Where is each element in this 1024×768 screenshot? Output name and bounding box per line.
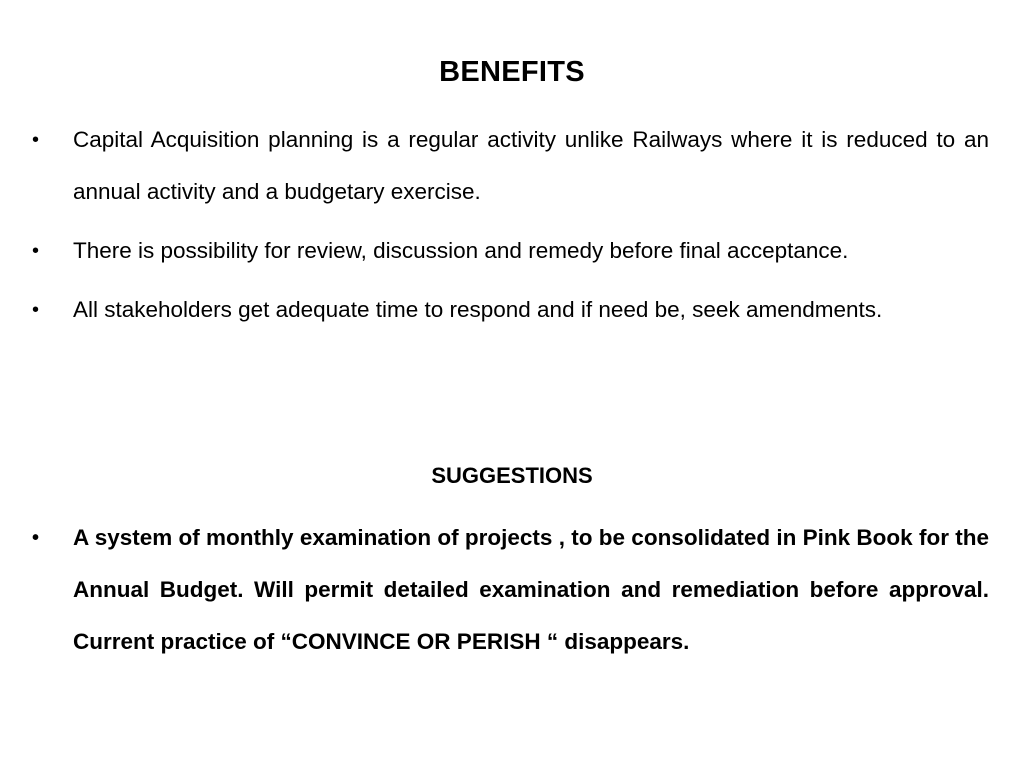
benefit-text: Capital Acquisition planning is a regular activity unlike Railways where it is reduced to an annual activity and a budgetary exercise. xyxy=(73,127,989,204)
slide-title: BENEFITS xyxy=(439,56,585,88)
bullet-icon: • xyxy=(32,299,40,321)
suggestion-text: A system of monthly examination of projects , to be consolidated in Pink Book for the Annual Budget. Will permit detailed examination and remediation before approval. Current practice of “CONVINCE OR PERISH “ disappears. xyxy=(73,525,989,654)
list-item xyxy=(0,225,989,277)
bullet-icon: • xyxy=(32,240,40,262)
bullet-icon: • xyxy=(32,527,40,549)
section-heading: SUGGESTIONS xyxy=(431,463,593,488)
benefit-text: There is possibility for review, discussion and remedy before final acceptance. xyxy=(73,238,849,263)
bullet-icon: • xyxy=(32,129,40,151)
list-item xyxy=(0,284,989,336)
suggestions-list xyxy=(0,512,1024,675)
benefits-list xyxy=(0,114,1024,343)
benefit-text: All stakeholders get adequate time to respond and if need be, seek amendments. xyxy=(73,297,883,322)
list-item xyxy=(0,114,989,218)
list-item xyxy=(0,512,989,668)
